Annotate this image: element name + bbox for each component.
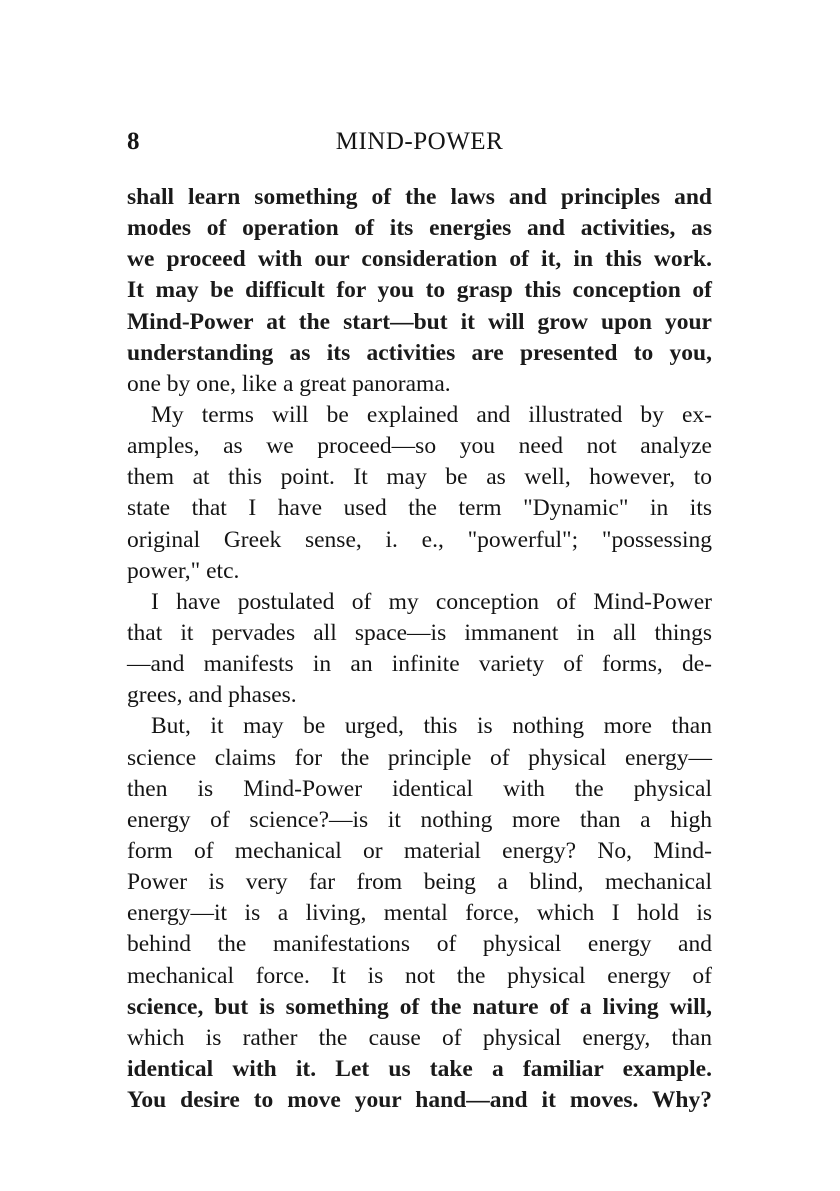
running-title: MIND-POWER (335, 128, 504, 155)
text-line: It may be difficult for you to grasp this conception of (127, 277, 712, 304)
text-line: then is Mind-Power identical with the physical (127, 775, 712, 802)
text-line: understanding as its activities are presented to you, (127, 339, 712, 366)
text-line: which is rather the cause of physical energy, than (127, 1024, 712, 1051)
text-line: science claims for the principle of physical energy— (127, 744, 712, 771)
body-text (127, 182, 712, 1116)
text-line: energy—it is a living, mental force, which I hold is (127, 900, 712, 927)
text-line: energy of science?—is it nothing more than a high (127, 806, 712, 833)
text-line: shall learn something of the laws and principles and (127, 184, 712, 210)
text-line: mechanical force. It is not the physical energy of (127, 962, 712, 989)
text-line: You desire to move your hand—and it moves. Why? (127, 1087, 712, 1114)
paragraph-start-line: But, it may be urged, this is nothing more than (151, 713, 712, 740)
text-line: that it pervades all space—is immanent in all things (127, 619, 712, 646)
text-line: behind the manifestations of physical energy and (127, 931, 712, 958)
running-head (127, 128, 712, 162)
text-line: them at this point. It may be as well, however, to (127, 464, 712, 491)
text-line: power," etc. (127, 557, 240, 584)
text-line: —and manifests in an infinite variety of forms, de- (127, 651, 712, 678)
text-line: Mind-Power at the start—but it will grow upon your (127, 308, 712, 335)
text-line: state that I have used the term "Dynamic" in its (127, 495, 712, 522)
text-line: original Greek sense, i. e., "powerful"; "possessing (127, 526, 712, 553)
text-line: modes of operation of its energies and activities, as (127, 215, 712, 242)
page-number: 8 (127, 128, 140, 155)
text-line: we proceed with our consideration of it, in this work. (127, 246, 712, 273)
text-line: science, but is something of the nature of a living will, (127, 993, 712, 1020)
text-line: amples, as we proceed—so you need not analyze (127, 433, 712, 460)
text-line: grees, and phases. (127, 682, 297, 709)
paragraph-start-line: My terms will be explained and illustrated by ex- (151, 401, 712, 428)
paragraph-start-line: I have postulated of my conception of Mind-Power (151, 588, 712, 615)
text-line: identical with it. Let us take a familiar example. (127, 1055, 712, 1082)
text-line: one by one, like a great panorama. (127, 370, 451, 397)
text-line: Power is very far from being a blind, mechanical (127, 869, 712, 896)
text-line: form of mechanical or material energy? No, Mind- (127, 837, 712, 864)
